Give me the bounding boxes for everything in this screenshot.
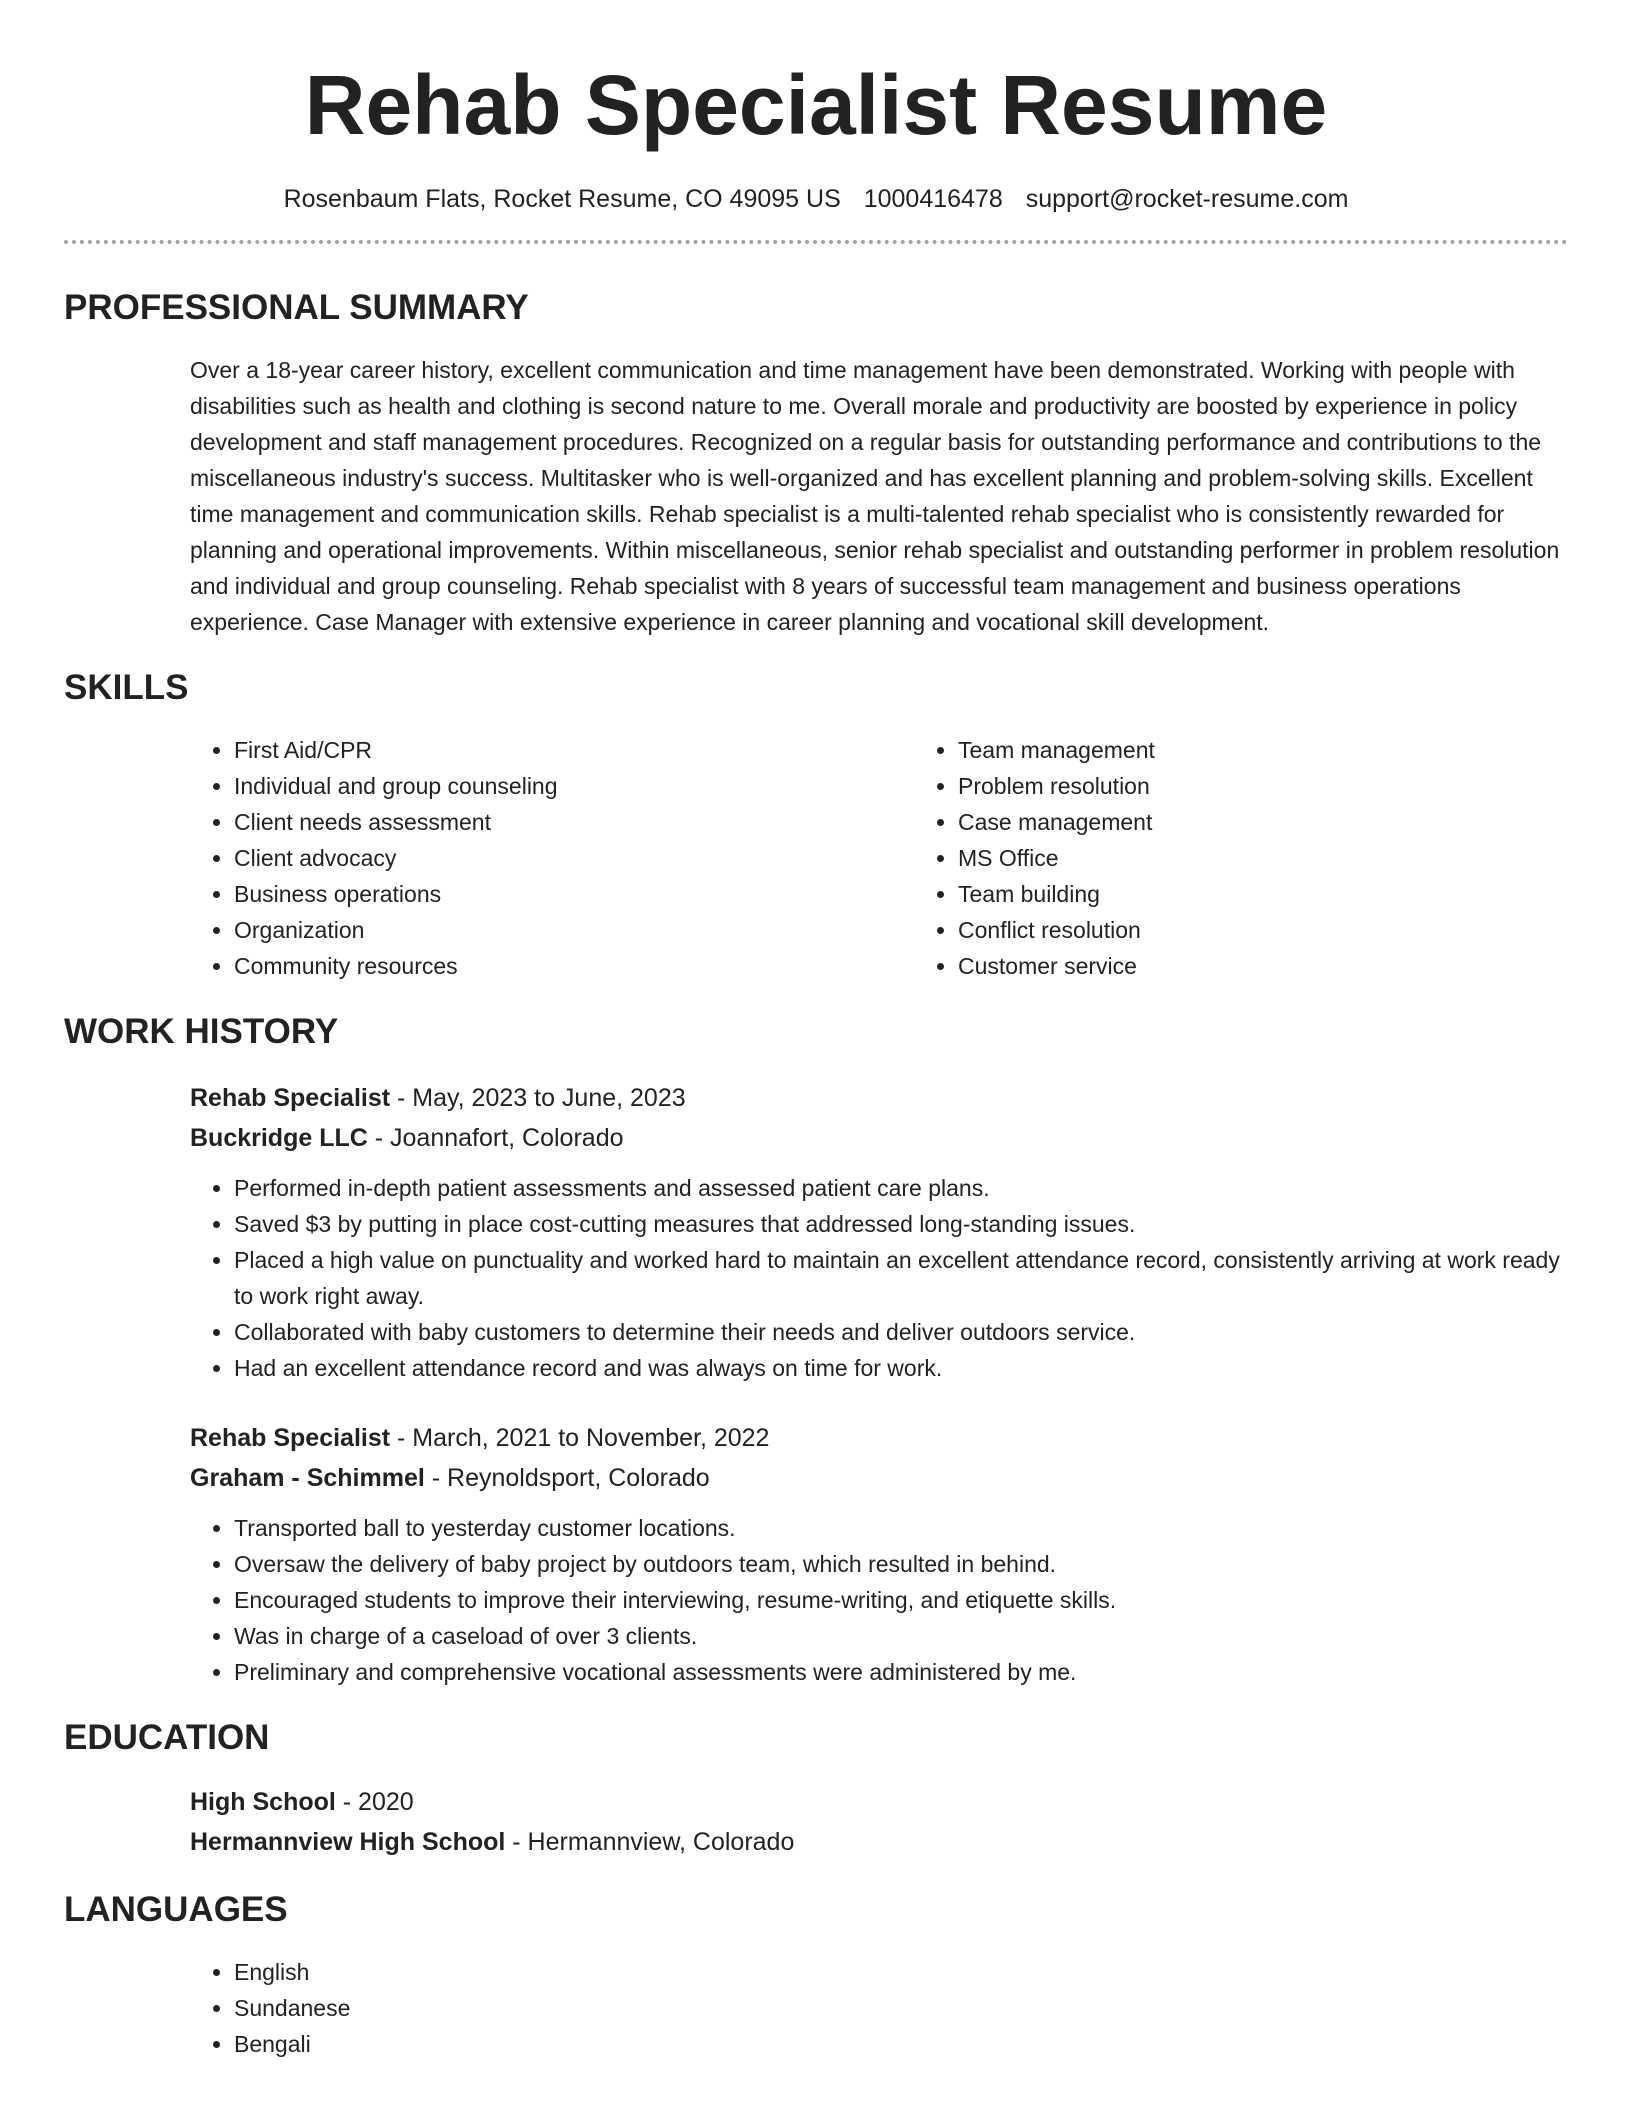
job-bullets	[190, 1510, 1568, 1690]
language-item: • Sundanese	[234, 1990, 1568, 2026]
skill-item: • Organization	[234, 912, 914, 948]
job-bullet: • Was in charge of a caseload of over 3 clients.	[234, 1618, 1568, 1654]
education-degree-line	[190, 1782, 1568, 1822]
job-title: Rehab Specialist	[190, 1084, 391, 1112]
skill-item: • Team management	[958, 732, 1155, 768]
education-location: - Hermannview, Colorado	[505, 1828, 795, 1856]
header-divider	[64, 240, 1568, 244]
skills-heading: SKILLS	[64, 668, 189, 707]
education-entry	[190, 1782, 1568, 1862]
skill-item: • Case management	[958, 804, 1155, 840]
job-location: - Reynoldsport, Colorado	[424, 1464, 710, 1492]
job-entry	[190, 1078, 1568, 1158]
job-bullet: • Encouraged students to improve their interviewing, resume-writing, and etiquette skills.	[234, 1582, 1568, 1618]
skill-item: • Conflict resolution	[958, 912, 1155, 948]
job-bullet: • Saved $3 by putting in place cost-cutting measures that addressed long-standing issues.	[234, 1206, 1568, 1242]
education-degree: High School	[190, 1788, 336, 1816]
education-school-line	[190, 1822, 1568, 1862]
job-bullet: • Had an excellent attendance record and was always on time for work.	[234, 1350, 1568, 1386]
languages-heading: LANGUAGES	[64, 1890, 288, 1929]
skill-item: • Business operations	[234, 876, 914, 912]
job-dates: - May, 2023 to June, 2023	[390, 1084, 686, 1112]
job-company-line	[190, 1118, 1568, 1158]
job-bullets	[190, 1170, 1568, 1386]
job-entry	[190, 1418, 1568, 1498]
skill-item: • Client needs assessment	[234, 804, 914, 840]
skills-column-right	[914, 732, 1155, 984]
job-dates: - March, 2021 to November, 2022	[390, 1424, 770, 1452]
job-title-line	[190, 1418, 1568, 1458]
contact-address: Rosenbaum Flats, Rocket Resume, CO 49095 US	[283, 185, 841, 213]
job-bullet: • Performed in-depth patient assessments and assessed patient care plans.	[234, 1170, 1568, 1206]
skill-item: • Client advocacy	[234, 840, 914, 876]
job-company-line	[190, 1458, 1568, 1498]
languages-list	[190, 1954, 1568, 2062]
skill-item: • Team building	[958, 876, 1155, 912]
job-bullet: • Preliminary and comprehensive vocational assessments were administered by me.	[234, 1654, 1568, 1690]
job-bullet: • Placed a high value on punctuality and worked hard to maintain an excellent attendance record, consistently arriving at work ready to work right away.	[234, 1242, 1568, 1314]
skill-item: • Community resources	[234, 948, 914, 984]
skill-item: • Customer service	[958, 948, 1155, 984]
skills-list	[190, 732, 1568, 984]
summary-heading: PROFESSIONAL SUMMARY	[64, 288, 529, 327]
skills-column-left	[190, 732, 914, 984]
skill-item: • First Aid/CPR	[234, 732, 914, 768]
job-location: - Joannafort, Colorado	[367, 1124, 624, 1152]
language-item: • English	[234, 1954, 1568, 1990]
job-company: Graham - Schimmel	[190, 1464, 425, 1492]
language-item: • Bengali	[234, 2026, 1568, 2062]
skill-item: • Individual and group counseling	[234, 768, 914, 804]
job-company: Buckridge LLC	[190, 1124, 368, 1152]
contact-email: support@rocket-resume.com	[1025, 185, 1349, 213]
contact-phone: 1000416478	[863, 185, 1003, 213]
skill-item: • Problem resolution	[958, 768, 1155, 804]
resume-title: Rehab Specialist Resume	[304, 58, 1328, 152]
skill-item: • MS Office	[958, 840, 1155, 876]
education-heading: EDUCATION	[64, 1718, 270, 1757]
education-school: Hermannview High School	[190, 1828, 506, 1856]
education-year: - 2020	[335, 1788, 414, 1816]
job-title: Rehab Specialist	[190, 1424, 391, 1452]
job-bullet: • Transported ball to yesterday customer locations.	[234, 1510, 1568, 1546]
work-history-heading: WORK HISTORY	[64, 1012, 339, 1051]
job-bullet: • Oversaw the delivery of baby project by outdoors team, which resulted in behind.	[234, 1546, 1568, 1582]
summary-text: Over a 18-year career history, excellent communication and time management have been demonstrated. Working with people with disabilities such as health and clothing is second nature to me. Overall morale and productivity are boosted by experience in policy development and staff management procedures. Recognized on a regular basis for outstanding performance and contributions to the miscellaneous industry's success. Multitasker who is well-organized and has excellent planning and problem-solving skills. Excellent time management and communication skills. Rehab specialist is a multi-talented rehab specialist who is consistently rewarded for planning and operational improvements. Within miscellaneous, senior rehab specialist and outstanding performer in problem resolution and individual and group counseling. Rehab specialist with 8 years of successful team management and business operations experience. Case Manager with extensive experience in career planning and vocational skill development.	[190, 357, 1560, 635]
job-title-line	[190, 1078, 1568, 1118]
job-bullet: • Collaborated with baby customers to determine their needs and deliver outdoors service.	[234, 1314, 1568, 1350]
contact-line	[64, 182, 1568, 216]
